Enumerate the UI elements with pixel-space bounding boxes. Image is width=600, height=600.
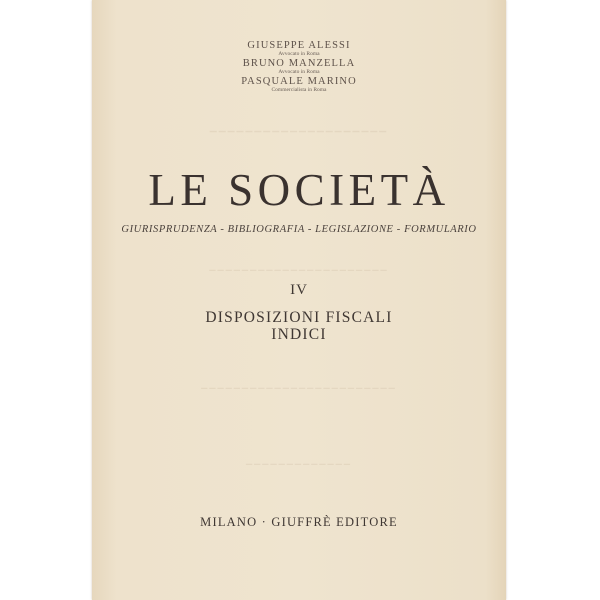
author-name: PASQUALE MARINO [241,76,357,87]
show-through-texture: ▁▁▁▁▁▁▁▁▁▁▁▁▁ [246,456,352,465]
show-through-texture: ▁▁▁▁▁▁▁▁▁▁▁▁▁▁▁▁▁▁▁▁▁▁▁▁ [201,380,397,389]
author-name: GIUSEPPE ALESSI [247,40,351,51]
author-entry [92,58,506,76]
show-through-texture: ▁▁▁▁▁▁▁▁▁▁▁▁▁▁▁▁▁▁▁▁▁▁ [209,262,389,271]
volume-title-line: DISPOSIZIONI FISCALI [205,309,393,326]
publisher-imprint: MILANO · GIUFFRÈ EDITORE [200,515,398,529]
author-role: Avvocato in Roma [278,69,320,75]
volume-title [92,309,506,343]
book-title: LE SOCIETÀ [148,165,450,215]
volume-title-line: INDICI [271,326,327,343]
author-entry [92,40,506,58]
author-role: Avvocato in Roma [278,51,320,57]
show-through-texture: ▁▁▁▁▁▁▁▁▁▁▁▁▁▁▁▁▁▁▁▁ [209,122,389,132]
author-entry [92,76,506,94]
title-page [92,0,506,600]
author-role: Commercialista in Roma [271,87,327,93]
volume-number: IV [290,282,308,298]
book-subtitle: GIURISPRUDENZA - BIBLIOGRAFIA - LEGISLAZIONE - FORMULARIO [121,224,477,235]
author-name: BRUNO MANZELLA [242,58,356,69]
authors-block [92,40,506,94]
